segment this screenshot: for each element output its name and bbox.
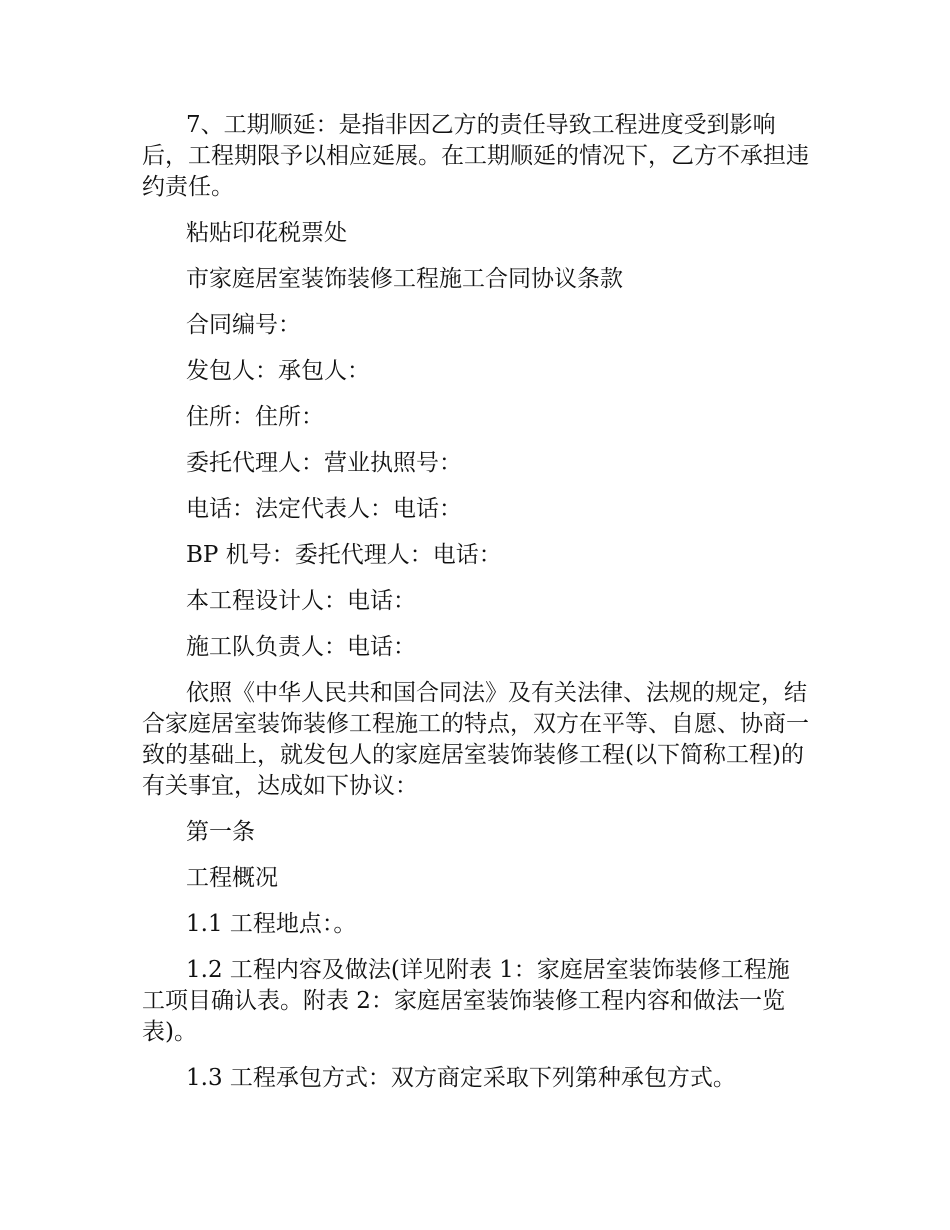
- paragraph-project-overview: 工程概况: [186, 865, 278, 891]
- paragraph-parties: 发包人：承包人：: [186, 358, 370, 384]
- paragraph-team-leader-phone: 施工队负责人：电话：: [186, 634, 416, 660]
- paragraph-contract-title: 市家庭居室装饰装修工程施工合同协议条款: [186, 266, 623, 292]
- document-page: [142, 110, 812, 1109]
- paragraph-delay-definition: 7、工期顺延：是指非因乙方的责任导致工程进度受到影响后，工程期限予以相应延展。在工期顺延的情况下，乙方不承担违约责任。: [142, 112, 809, 200]
- paragraph-contract-number: 合同编号：: [186, 312, 301, 338]
- paragraph-bp-agent-phone: BP 机号：委托代理人：电话：: [186, 542, 502, 568]
- paragraph-phone-legal-rep: 电话：法定代表人：电话：: [186, 496, 462, 522]
- paragraph-article-one: 第一条: [186, 819, 255, 845]
- paragraph-project-content: 1.2 工程内容及做法(详见附表 1：家庭居室装饰装修工程施工项目确认表。附表 2：家庭居室装饰装修工程内容和做法一览表)。: [142, 957, 790, 1045]
- paragraph-addresses: 住所：住所：: [186, 404, 324, 430]
- paragraph-agent-license: 委托代理人：营业执照号：: [186, 450, 462, 476]
- paragraph-project-location: 1.1 工程地点：。: [186, 911, 357, 937]
- paragraph-designer-phone: 本工程设计人：电话：: [186, 588, 416, 614]
- paragraph-legal-basis: 依照《中华人民共和国合同法》及有关法律、法规的规定，结合家庭居室装饰装修工程施工的特点，双方在平等、自愿、协商一致的基础上，就发包人的家庭居室装饰装修工程(以下简称工程)的有关事宜，达成如下协议：: [142, 680, 809, 799]
- paragraph-contract-method: 1.3 工程承包方式：双方商定采取下列第种承包方式。: [186, 1065, 736, 1091]
- paragraph-stamp-note: 粘贴印花税票处: [186, 220, 347, 246]
